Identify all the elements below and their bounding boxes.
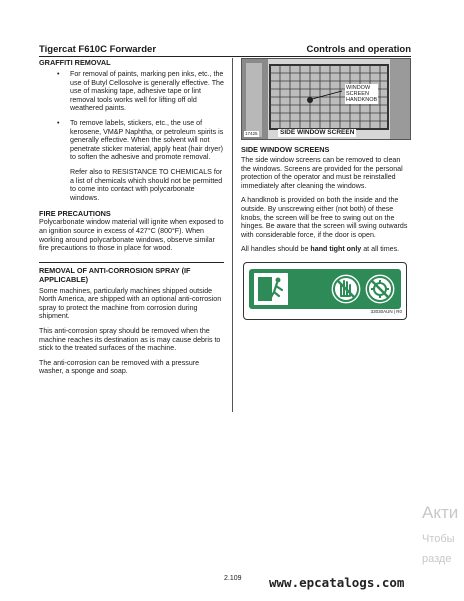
screens-paragraph-1: The side window screens can be removed to clean the windows. Screens are provided for the personal protection of the operator and must be reinstalled immediately after cleaning the windows. <box>241 156 403 190</box>
window-callout: WINDOW <box>346 85 371 91</box>
photo-caption: SIDE WINDOW SCREEN <box>280 129 355 136</box>
screens-heading: SIDE WINDOW SCREENS <box>241 145 330 154</box>
screens-p3-prefix: All handles should be <box>241 245 311 254</box>
column-divider <box>232 58 233 412</box>
graffiti-list <box>39 70 224 162</box>
activation-notice-line-1: Акти <box>422 503 459 522</box>
header-divider <box>39 56 411 57</box>
side-window-screen-photo <box>241 58 411 140</box>
corrosion-paragraph-2: This anti-corrosion spray should be removed when the machine reaches its destination as is may cause debris to stick to the treated surfaces of the machine. <box>39 327 221 353</box>
window-screen-illustration <box>242 59 411 140</box>
screens-p3-suffix: at all times. <box>361 245 400 254</box>
no-tool-icon <box>365 274 395 304</box>
graffiti-heading: GRAFFITI REMOVAL <box>39 58 111 67</box>
screen-callout: SCREEN <box>346 91 369 97</box>
page-number: 2.109 <box>224 575 242 582</box>
photo-reference-tag: 17425 <box>245 131 258 136</box>
screens-paragraph-2: A handknob is provided on both the inside and the outside. By unscrewing either (not both) of these knobs, the screen will be free to swing out on the hinges. Be aware that the screen will swing outwards with considerable force, if the door is open. <box>241 196 408 239</box>
decal-part-number: 33030AUN | R0 <box>370 309 402 315</box>
chemicals-reference: Refer also to RESISTANCE TO CHEMICALS for a list of chemicals which should not be permitted to come into contact with polycarbonate windows. <box>70 167 223 202</box>
corrosion-heading: REMOVAL OF ANTI-CORROSION SPRAY (IF APPLICABLE) <box>39 262 224 284</box>
corrosion-paragraph-1: Some machines, particularly machines shipped outside North America, are shipped with an optional anti-corrosion spray to protect the machine from corrosion during shipment. <box>39 286 222 321</box>
graffiti-bullet-labels: • To remove labels, stickers, etc., the use of kerosene, VM&P Naphtha, or petroleum spirits is generally effective. When the solvent will not penetrate sticker material, apply heat (hair dryer) to soften the adhesive and promote removal. <box>39 119 224 162</box>
manual-title: Tigercat F610C Forwarder <box>39 44 157 55</box>
graffiti-bullet-paints: • For removal of paints, marking pen inks, etc., the use of Butyl Cellosolve is generally effective. The use of masking tape, adhesive tape or lint removal tools works well for lifting off old weathered paints. <box>39 70 224 113</box>
section-title: Controls and operation <box>306 44 411 55</box>
corrosion-paragraph-3: The anti-corrosion can be removed with a pressure washer, a sponge and soap. <box>39 358 200 376</box>
screens-paragraph-3 <box>241 245 411 254</box>
hand-tight-emphasis: hand tight only <box>310 245 362 254</box>
handknob-callout: HANDKNOB <box>346 97 378 103</box>
photo-callouts <box>345 84 378 104</box>
watermark-url: www.epcatalogs.com <box>269 575 405 590</box>
fire-text: Polycarbonate window material will ignite when exposed to an ignition source in excess of 427°C (800°F). When working around polycarbonate windows, observe similar fire precautions to those in place for wood. <box>39 218 224 253</box>
left-column <box>39 58 224 382</box>
right-column <box>241 58 411 320</box>
safety-decal <box>243 262 407 320</box>
activation-notice-line-2: Чтобы <box>422 533 455 545</box>
activation-notice-line-3: разде <box>422 553 452 565</box>
fire-heading: FIRE PRECAUTIONS <box>39 209 111 219</box>
no-hand-icon <box>331 274 361 304</box>
